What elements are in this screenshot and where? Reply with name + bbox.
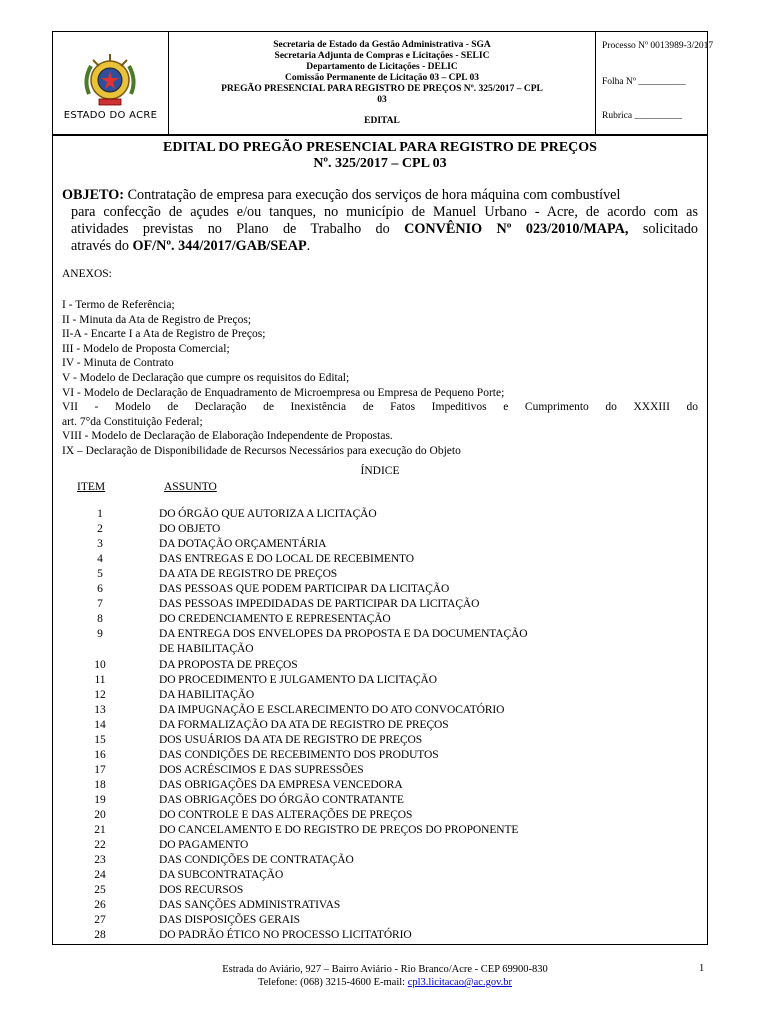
indice-row xyxy=(53,734,709,749)
header-line: Departamento de Licitações - DELIC xyxy=(306,62,458,72)
indice-row-number: 3 xyxy=(97,538,103,551)
footer-contact: Telefone: (068) 3215-4600 E-mail: cpl3.licitacao@ac.gov.br xyxy=(257,977,513,988)
anexo-item: VI - Modelo de Declaração de Enquadramento de Microempresa ou Empresa de Pequeno Porte; xyxy=(62,386,505,399)
indice-row xyxy=(53,719,709,734)
indice-row-subject: DE HABILITAÇÃO xyxy=(159,643,254,656)
indice-row xyxy=(53,914,709,929)
header-line: Secretaria Adjunta de Compras e Licitações - SELIC xyxy=(274,51,490,61)
anexo-item: IV - Minuta de Contrato xyxy=(62,357,174,370)
indice-row-number: 1 xyxy=(97,508,103,520)
oficio-ref: OF/Nº. 344/2017/GAB/SEAP xyxy=(132,238,307,254)
indice-row xyxy=(53,659,709,674)
page-number: 1 xyxy=(699,963,705,974)
indice-row xyxy=(53,749,709,764)
indice-row xyxy=(53,929,709,944)
indice-row-number: 2 xyxy=(97,523,103,536)
indice-row-subject: DA FORMALIZAÇÃO DA ATA DE REGISTRO DE PREÇOS xyxy=(159,718,449,731)
indice-row-subject: DA IMPUGNAÇÃO E ESCLARECIMENTO DO ATO CONVOCATÓRIO xyxy=(159,703,505,716)
indice-row-subject: DO CREDENCIAMENTO E REPRESENTAÇÃO xyxy=(159,613,391,626)
indice-row xyxy=(53,689,709,704)
indice-row xyxy=(53,613,709,628)
anexo-item: III - Modelo de Proposta Comercial; xyxy=(62,342,230,355)
indice-row xyxy=(53,899,709,914)
indice-row-subject: DAS OBRIGAÇÕES DO ÓRGÃO CONTRATANTE xyxy=(159,793,404,806)
anexo-item: V - Modelo de Declaração que cumpre os requisitos do Edital; xyxy=(62,371,350,384)
indice-row-subject: DAS PESSOAS IMPEDIDADAS DE PARTICIPAR DA LICITAÇÃO xyxy=(159,598,480,611)
header-line: PREGÃO PRESENCIAL PARA REGISTRO DE PREÇOS Nº. 325/2017 – CPL xyxy=(221,84,543,94)
indice-row-number: 9 xyxy=(97,628,103,641)
header-process-cell xyxy=(596,32,714,134)
indice-row-number: 17 xyxy=(94,763,106,776)
anexo-item: VIII - Modelo de Declaração de Elaboração Independente de Propostas. xyxy=(62,430,393,443)
indice-col-item: ITEM xyxy=(77,481,106,493)
indice-row xyxy=(53,869,709,884)
indice-row xyxy=(53,839,709,854)
indice-row xyxy=(53,779,709,794)
indice-row-subject: DOS ACRÉSCIMOS E DAS SUPRESSÕES xyxy=(159,763,364,776)
indice-row-number: 5 xyxy=(97,568,103,581)
indice-row-number: 25 xyxy=(94,884,106,897)
anexo-item: II - Minuta da Ata de Registro de Preços; xyxy=(62,313,252,326)
indice-row-subject: DOS USUÁRIOS DA ATA DE REGISTRO DE PREÇOS xyxy=(159,733,423,746)
indice-row-subject: DAS CONDIÇÕES DE CONTRATAÇÃO xyxy=(159,854,354,867)
footer-email-link[interactable]: cpl3.licitacao@ac.gov.br xyxy=(407,977,513,988)
indice-row-number: 7 xyxy=(97,598,103,611)
anexos-label: ANEXOS: xyxy=(62,268,112,280)
indice-row-number: 21 xyxy=(94,824,106,837)
indice-row-number: 22 xyxy=(94,839,106,852)
indice-row xyxy=(53,854,709,869)
document-header xyxy=(52,31,714,135)
indice-row-number: 27 xyxy=(94,914,106,927)
indice-row-number: 20 xyxy=(94,809,106,821)
objeto-paragraph: OBJETO: Contratação de empresa para execução dos serviços de hora máquina com combustível para confecção de açudes e/ou tanques, no município de Manuel Urbano - Acre, de acordo com as atividades previstas no Plano de Trabalho do CONVÊNIO Nº 023/2010/MAPA, solicitado através do OF/Nº. 344/2017/GAB/SEAP. xyxy=(62,187,698,254)
indice-row-number: 23 xyxy=(94,854,106,867)
document-title: EDITAL DO PREGÃO PRESENCIAL PARA REGISTRO DE PREÇOS xyxy=(163,140,597,155)
indice-row xyxy=(53,824,709,839)
indice-row-number: 24 xyxy=(94,869,106,882)
indice-row-subject: DO OBJETO xyxy=(159,523,221,536)
indice-row-subject: DAS DISPOSIÇÕES GERAIS xyxy=(159,914,300,927)
indice-row-subject: DA ENTREGA DOS ENVELOPES DA PROPOSTA E DA DOCUMENTAÇÃO xyxy=(159,628,528,641)
indice-row-subject: DA PROPOSTA DE PREÇOS xyxy=(159,658,298,671)
indice-col-assunto: ASSUNTO xyxy=(164,481,217,493)
indice-row-number: 19 xyxy=(94,793,106,806)
header-logo-cell xyxy=(53,32,169,134)
header-line: 03 xyxy=(377,95,387,105)
indice-row xyxy=(53,553,709,568)
indice-row-number: 28 xyxy=(94,929,106,942)
convenio-ref: CONVÊNIO Nº 023/2010/MAPA, xyxy=(404,221,629,237)
indice-row-subject: DA ATA DE REGISTRO DE PREÇOS xyxy=(159,568,338,581)
indice-row xyxy=(53,884,709,899)
document-subtitle: Nº. 325/2017 – CPL 03 xyxy=(313,156,447,171)
logo-caption: ESTADO DO ACRE xyxy=(63,110,158,121)
indice-row xyxy=(53,568,709,583)
indice-row-subject: DAS ENTREGAS E DO LOCAL DE RECEBIMENTO xyxy=(159,553,414,566)
indice-row xyxy=(53,628,709,643)
objeto-label: OBJETO: xyxy=(62,187,125,203)
indice-row-subject: DO ÓRGÃO QUE AUTORIZA A LICITAÇÃO xyxy=(159,508,377,520)
anexo-item: art. 7°da Constituição Federal; xyxy=(62,415,203,428)
indice-row-subject: DA HABILITAÇÃO xyxy=(159,688,255,701)
indice-title: ÍNDICE xyxy=(360,465,400,477)
anexo-item: I - Termo de Referência; xyxy=(62,299,175,311)
process-number: Processo Nº 0013989-3/2017 xyxy=(602,41,714,51)
indice-row-number: 6 xyxy=(97,583,103,596)
indice-row-number: 18 xyxy=(94,778,106,791)
indice-row-subject: DAS SANÇÕES ADMINISTRATIVAS xyxy=(159,899,341,912)
indice-row xyxy=(53,598,709,613)
indice-row-subject: DO PADRÃO ÉTICO NO PROCESSO LICITATÓRIO xyxy=(159,929,412,942)
indice-row-number: 10 xyxy=(94,658,106,671)
indice-row-number: 13 xyxy=(94,703,106,716)
folha-field: Folha Nº __________ xyxy=(602,77,686,87)
indice-row-number: 14 xyxy=(94,718,106,731)
indice-row-subject: DO CONTROLE E DAS ALTERAÇÕES DE PREÇOS xyxy=(159,809,413,821)
indice-row-subject: DA DOTAÇÃO ORÇAMENTÁRIA xyxy=(159,538,327,551)
page-footer xyxy=(0,963,770,989)
header-edital: EDITAL xyxy=(364,116,400,126)
indice-row-number: 15 xyxy=(94,733,106,746)
indice-row-subject: DAS OBRIGAÇÕES DA EMPRESA VENCEDORA xyxy=(159,778,403,791)
indice-row xyxy=(53,643,709,658)
indice-row-subject: DAS CONDIÇÕES DE RECEBIMENTO DOS PRODUTOS xyxy=(159,748,439,761)
indice-row xyxy=(53,523,709,538)
indice-row-number: 16 xyxy=(94,748,106,761)
indice-row-number: 26 xyxy=(94,899,106,912)
indice-row xyxy=(53,764,709,779)
rubrica-field: Rubrica __________ xyxy=(602,111,682,121)
header-line: Comissão Permanente de Licitação 03 – CPL 03 xyxy=(285,73,479,83)
main-content xyxy=(52,135,708,945)
header-agency-cell xyxy=(169,32,596,134)
indice-row xyxy=(53,508,709,523)
indice-row-subject: DO CANCELAMENTO E DO REGISTRO DE PREÇOS DO PROPONENTE xyxy=(159,824,519,837)
indice-row xyxy=(53,538,709,553)
indice-row-number: 4 xyxy=(97,553,103,566)
indice-row xyxy=(53,674,709,689)
indice-row-number: 11 xyxy=(94,673,106,686)
anexo-item: II-A - Encarte I a Ata de Registro de Preços; xyxy=(62,328,266,341)
indice-row xyxy=(53,583,709,598)
state-coat-of-arms xyxy=(79,50,141,112)
indice-row xyxy=(53,794,709,809)
anexos-list xyxy=(62,298,698,459)
indice-row-subject: DO PAGAMENTO xyxy=(159,839,249,852)
indice-row-number: 8 xyxy=(97,613,103,626)
indice-row-number: 12 xyxy=(94,688,106,701)
header-line: Secretaria de Estado da Gestão Administrativa - SGA xyxy=(273,40,491,50)
indice-row xyxy=(53,809,709,824)
footer-address: Estrada do Aviário, 927 – Bairro Aviário - Rio Branco/Acre - CEP 69900-830 xyxy=(222,964,548,975)
indice-row xyxy=(53,704,709,719)
anexo-item: IX – Declaração de Disponibilidade de Recursos Necessários para execução do Objeto xyxy=(62,444,461,457)
indice-row-subject: DOS RECURSOS xyxy=(159,884,244,897)
indice-row-subject: DO PROCEDIMENTO E JULGAMENTO DA LICITAÇÃO xyxy=(159,673,437,686)
indice-row-subject: DAS PESSOAS QUE PODEM PARTICIPAR DA LICITAÇÃO xyxy=(159,583,450,596)
anexo-item: VII - Modelo de Declaração de Inexistência de Fatos Impeditivos e Cumprimento do XXXIII do xyxy=(62,401,698,414)
indice-row-subject: DA SUBCONTRATAÇÃO xyxy=(159,869,284,882)
